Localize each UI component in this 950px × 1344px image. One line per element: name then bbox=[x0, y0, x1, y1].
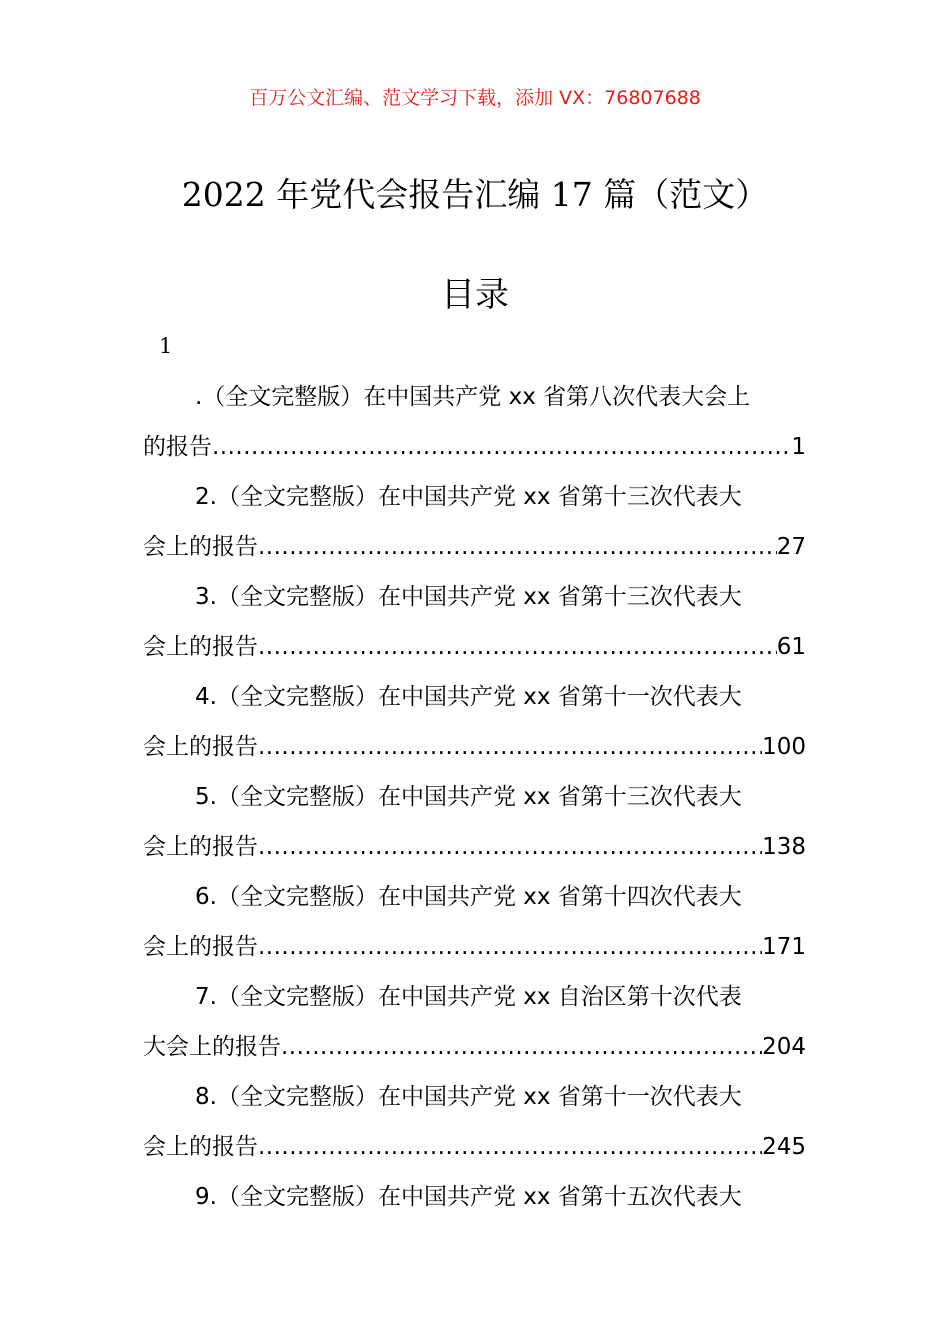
toc-entry-title-line1: 2.（全文完整版）在中国共产党 xx 省第十三次代表大 bbox=[195, 484, 742, 510]
toc-page-number: 61 bbox=[776, 634, 806, 660]
toc-heading: 目录 bbox=[441, 275, 509, 315]
dot-leader bbox=[258, 522, 777, 572]
dot-leader bbox=[258, 622, 777, 672]
toc-entry-title-line2: 会上的报告 bbox=[143, 934, 258, 960]
toc-entry-title-line2: 会上的报告 bbox=[143, 734, 258, 760]
stray-number: 1 bbox=[159, 334, 173, 358]
toc-page-number: 204 bbox=[762, 1034, 806, 1060]
toc-entry-6[interactable] bbox=[143, 872, 806, 972]
dot-leader bbox=[258, 922, 762, 972]
toc-entry-title-line2: 的报告 bbox=[143, 434, 212, 460]
toc-entry-2[interactable] bbox=[143, 472, 806, 572]
toc-entry-title-line2: 会上的报告 bbox=[143, 1134, 258, 1160]
dot-leader bbox=[258, 722, 762, 772]
toc-entry-title-line1: 9.（全文完整版）在中国共产党 xx 省第十五次代表大 bbox=[195, 1184, 742, 1210]
toc-page-number: 171 bbox=[762, 934, 806, 960]
toc-entry-title-line1: 5.（全文完整版）在中国共产党 xx 省第十三次代表大 bbox=[195, 784, 742, 810]
toc-entry-9[interactable] bbox=[143, 1172, 806, 1222]
table-of-contents bbox=[143, 372, 806, 1222]
toc-entry-title-line2: 大会上的报告 bbox=[143, 1034, 281, 1060]
toc-entry-8[interactable] bbox=[143, 1072, 806, 1172]
toc-page-number: 1 bbox=[791, 434, 806, 460]
toc-page-number: 27 bbox=[776, 534, 806, 560]
toc-entry-title-line1: 8.（全文完整版）在中国共产党 xx 省第十一次代表大 bbox=[195, 1084, 742, 1110]
toc-entry-title-line2: 会上的报告 bbox=[143, 834, 258, 860]
dot-leader bbox=[281, 1022, 762, 1072]
toc-entry-title-line1: 4.（全文完整版）在中国共产党 xx 省第十一次代表大 bbox=[195, 684, 742, 710]
toc-entry-title-line2: 会上的报告 bbox=[143, 634, 258, 660]
toc-page-number: 245 bbox=[762, 1134, 806, 1160]
toc-entry-1[interactable] bbox=[143, 372, 806, 472]
toc-page-number: 138 bbox=[762, 834, 806, 860]
toc-entry-title-line1: 7.（全文完整版）在中国共产党 xx 自治区第十次代表 bbox=[195, 984, 742, 1010]
dot-leader bbox=[258, 1122, 762, 1172]
toc-entry-4[interactable] bbox=[143, 672, 806, 772]
document-title: 2022 年党代会报告汇编 17 篇（范文） bbox=[181, 175, 769, 214]
toc-entry-title-line1: 3.（全文完整版）在中国共产党 xx 省第十三次代表大 bbox=[195, 584, 742, 610]
toc-entry-3[interactable] bbox=[143, 572, 806, 672]
toc-entry-title-line1: 6.（全文完整版）在中国共产党 xx 省第十四次代表大 bbox=[195, 884, 742, 910]
dot-leader bbox=[258, 822, 762, 872]
toc-entry-title-line1: .（全文完整版）在中国共产党 xx 省第八次代表大会上 bbox=[195, 384, 751, 410]
watermark-text: 百万公文汇编、范文学习下载，添加 VX：76807688 bbox=[249, 87, 701, 109]
toc-entry-7[interactable] bbox=[143, 972, 806, 1072]
toc-entry-title-line2: 会上的报告 bbox=[143, 534, 258, 560]
toc-entry-5[interactable] bbox=[143, 772, 806, 872]
dot-leader bbox=[212, 422, 791, 472]
toc-page-number: 100 bbox=[762, 734, 806, 760]
